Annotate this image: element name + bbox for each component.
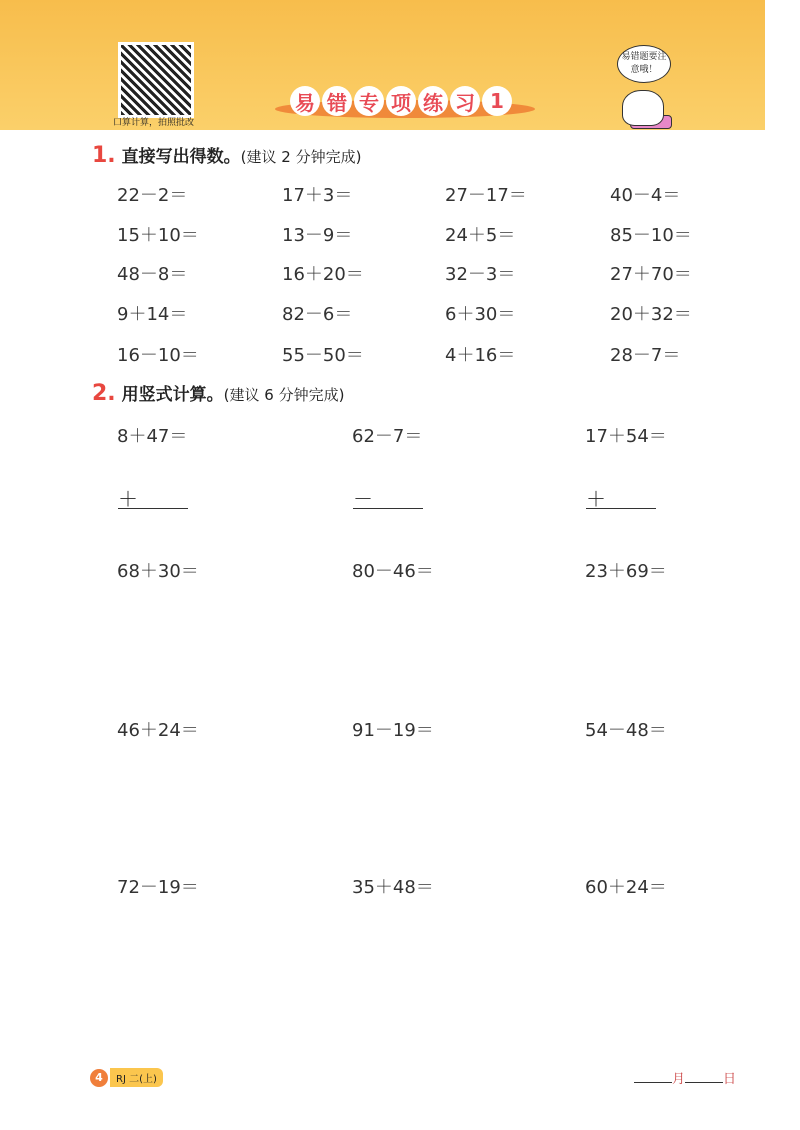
title-char: 易 xyxy=(290,86,320,116)
problem: 20＋32＝ xyxy=(610,304,692,325)
cat-illustration xyxy=(622,90,664,126)
day-blank[interactable] xyxy=(685,1082,723,1083)
problem: 68＋30＝ xyxy=(117,561,199,582)
vertical-operator: － xyxy=(353,490,423,509)
title-char: 专 xyxy=(354,86,384,116)
day-label: 日 xyxy=(723,1072,737,1087)
section2-title xyxy=(92,380,344,406)
problem: 28－7＝ xyxy=(610,345,681,366)
qr-code[interactable] xyxy=(118,42,194,118)
problem: 62－7＝ xyxy=(352,426,423,447)
problem: 4＋16＝ xyxy=(445,345,516,366)
problem: 82－6＝ xyxy=(282,304,353,325)
section-hint: (建议 6 分钟完成) xyxy=(223,386,345,404)
page-badge xyxy=(90,1068,163,1087)
edition-label: RJ 二(上) xyxy=(110,1068,163,1087)
page-title xyxy=(290,86,512,116)
problem: 48－8＝ xyxy=(117,264,188,285)
section-heading: 用竖式计算。 xyxy=(121,385,224,405)
qr-caption: 口算计算，拍照批改 xyxy=(113,118,195,128)
vertical-operator: ＋ xyxy=(118,490,188,509)
problem: 17＋3＝ xyxy=(282,185,353,206)
problem: 27－17＝ xyxy=(445,185,527,206)
vertical-operator: ＋ xyxy=(586,490,656,509)
problem: 85－10＝ xyxy=(610,225,692,246)
problem: 46＋24＝ xyxy=(117,720,199,741)
problem: 6＋30＝ xyxy=(445,304,516,325)
title-char: 项 xyxy=(386,86,416,116)
problem: 40－4＝ xyxy=(610,185,681,206)
problem: 35＋48＝ xyxy=(352,877,434,898)
header-banner xyxy=(0,0,765,130)
title-char: 错 xyxy=(322,86,352,116)
title-char: 习 xyxy=(450,86,480,116)
speech-bubble: 易错题要注意哦！ xyxy=(617,45,671,83)
problem: 54－48＝ xyxy=(585,720,667,741)
problem: 91－19＝ xyxy=(352,720,434,741)
problem: 60＋24＝ xyxy=(585,877,667,898)
date-field xyxy=(634,1068,736,1087)
problem: 55－50＝ xyxy=(282,345,364,366)
problem: 32－3＝ xyxy=(445,264,516,285)
section-heading: 直接写出得数。 xyxy=(121,147,241,167)
month-label: 月 xyxy=(672,1072,686,1087)
problem: 9＋14＝ xyxy=(117,304,188,325)
problem: 13－9＝ xyxy=(282,225,353,246)
problem: 80－46＝ xyxy=(352,561,434,582)
page-number: 4 xyxy=(90,1069,108,1087)
problem: 15＋10＝ xyxy=(117,225,199,246)
problem: 27＋70＝ xyxy=(610,264,692,285)
problem: 17＋54＝ xyxy=(585,426,667,447)
section-hint: (建议 2 分钟完成) xyxy=(240,148,362,166)
problem: 16＋20＝ xyxy=(282,264,364,285)
section-number: 2. xyxy=(92,381,116,406)
section-number: 1. xyxy=(92,143,116,168)
month-blank[interactable] xyxy=(634,1082,672,1083)
title-char: 练 xyxy=(418,86,448,116)
title-char: 1 xyxy=(482,86,512,116)
problem: 23＋69＝ xyxy=(585,561,667,582)
problem: 8＋47＝ xyxy=(117,426,188,447)
problem: 72－19＝ xyxy=(117,877,199,898)
problem: 22－2＝ xyxy=(117,185,188,206)
problem: 24＋5＝ xyxy=(445,225,516,246)
problem: 16－10＝ xyxy=(117,345,199,366)
section1-title xyxy=(92,142,361,168)
